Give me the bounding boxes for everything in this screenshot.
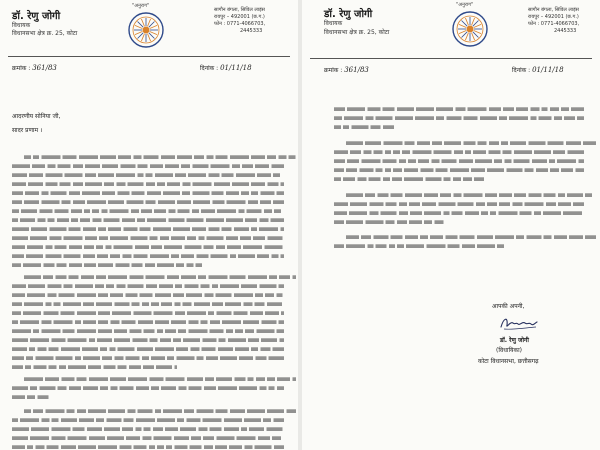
address-line: 2445333 <box>554 28 577 34</box>
greeting: सादर प्रणाम । <box>12 127 43 134</box>
salutation: आदरणीय सोनिया जी, <box>12 113 61 120</box>
closing-line: आपकी अपनी, <box>492 303 525 310</box>
text-line <box>334 244 504 248</box>
text-line <box>334 125 394 129</box>
address-line: सागौन बंगला, सिविल लाइंस <box>214 7 265 13</box>
text-line <box>12 445 284 449</box>
letter-body-text <box>302 100 600 280</box>
text-line <box>12 320 284 324</box>
signer-office: कोटा विधानसभा, छत्तीसगढ़ <box>478 358 539 365</box>
text-line <box>334 202 584 206</box>
emblem-seal-icon <box>448 9 492 49</box>
text-line <box>12 302 282 306</box>
text-line <box>12 347 284 351</box>
reference-value: 361/83 <box>32 64 57 72</box>
text-line <box>334 159 584 163</box>
text-line <box>12 209 281 213</box>
text-line <box>12 218 284 222</box>
letterhead-constituency: विधानसभा क्षेत्र क्र. 25, कोटा <box>12 30 78 37</box>
text-line <box>12 395 48 399</box>
text-line <box>346 141 596 145</box>
emblem-seal-icon <box>124 10 168 50</box>
text-line <box>12 311 284 315</box>
letterhead-constituency: विधानसभा क्षेत्र क्र. 25, कोटा <box>324 29 390 36</box>
reference-number <box>324 66 369 74</box>
text-line <box>24 409 296 413</box>
date-value: 01/11/18 <box>532 66 564 74</box>
text-line <box>12 356 284 360</box>
text-line <box>12 329 284 333</box>
text-line <box>12 293 282 297</box>
address-line: फोन : 0771-4066703, <box>528 21 580 27</box>
handwritten-signature <box>498 313 540 333</box>
text-line <box>12 245 282 249</box>
date-label: दिनांक : <box>512 67 531 74</box>
address-line: फोन : 0771-4066703, <box>214 21 266 27</box>
text-line <box>24 275 296 279</box>
letterhead-divider <box>8 56 290 57</box>
text-line <box>12 418 284 422</box>
text-line <box>334 168 584 172</box>
text-line <box>12 436 281 440</box>
address-line: 2445333 <box>240 28 263 34</box>
text-line <box>12 284 284 288</box>
text-line <box>12 427 282 431</box>
letter-page-1 <box>0 0 298 450</box>
date-label: दिनांक : <box>200 65 219 72</box>
text-line <box>12 182 284 186</box>
signer-title: (विधायिका) <box>496 347 523 354</box>
letter-date <box>512 66 564 74</box>
text-line <box>12 263 202 267</box>
text-line <box>12 191 284 195</box>
text-line <box>346 193 592 197</box>
signer-name: डॉ. रेणु जोगी <box>500 337 529 344</box>
text-line <box>12 254 284 258</box>
address-line: रायपुर – 492001 (छ.ग.) <box>528 14 579 20</box>
reference-value: 361/83 <box>344 66 369 74</box>
address-line: रायपुर – 492001 (छ.ग.) <box>214 14 265 20</box>
text-line <box>12 173 280 177</box>
text-line <box>334 220 443 224</box>
letter-page-2 <box>302 0 600 450</box>
reference-label: क्रमांक : <box>12 65 31 72</box>
text-line <box>12 338 284 342</box>
text-line <box>334 107 584 111</box>
reference-label: क्रमांक : <box>324 67 343 74</box>
letterhead-name: डॉ. रेणु जोगी <box>324 9 373 20</box>
text-line <box>12 200 284 204</box>
text-line <box>346 235 596 239</box>
text-line <box>334 116 584 120</box>
letterhead-divider <box>310 58 592 59</box>
letterhead-name: डॉ. रेणु जोगी <box>12 11 61 22</box>
address-line: सागौन बंगला, सिविल लाइंस <box>528 7 579 13</box>
date-value: 01/11/18 <box>220 64 252 72</box>
text-line <box>334 177 484 181</box>
letterhead-role: विधायक <box>324 20 343 27</box>
letter-date <box>200 64 252 72</box>
text-line <box>334 150 584 154</box>
text-line <box>12 227 284 231</box>
letterhead-address <box>214 7 265 35</box>
text-line <box>12 164 284 168</box>
letterhead-address <box>528 7 579 35</box>
text-line <box>24 377 296 381</box>
seal-motto: "अनुराग" <box>132 3 150 9</box>
text-line <box>12 236 282 240</box>
letter-body-text <box>0 138 298 450</box>
text-line <box>334 211 582 215</box>
reference-number <box>12 64 57 72</box>
letterhead-role: विधायक <box>12 22 31 29</box>
seal-motto: "अनुराग" <box>456 2 474 8</box>
text-line <box>24 155 296 159</box>
text-line <box>12 386 284 390</box>
text-line <box>12 365 177 369</box>
